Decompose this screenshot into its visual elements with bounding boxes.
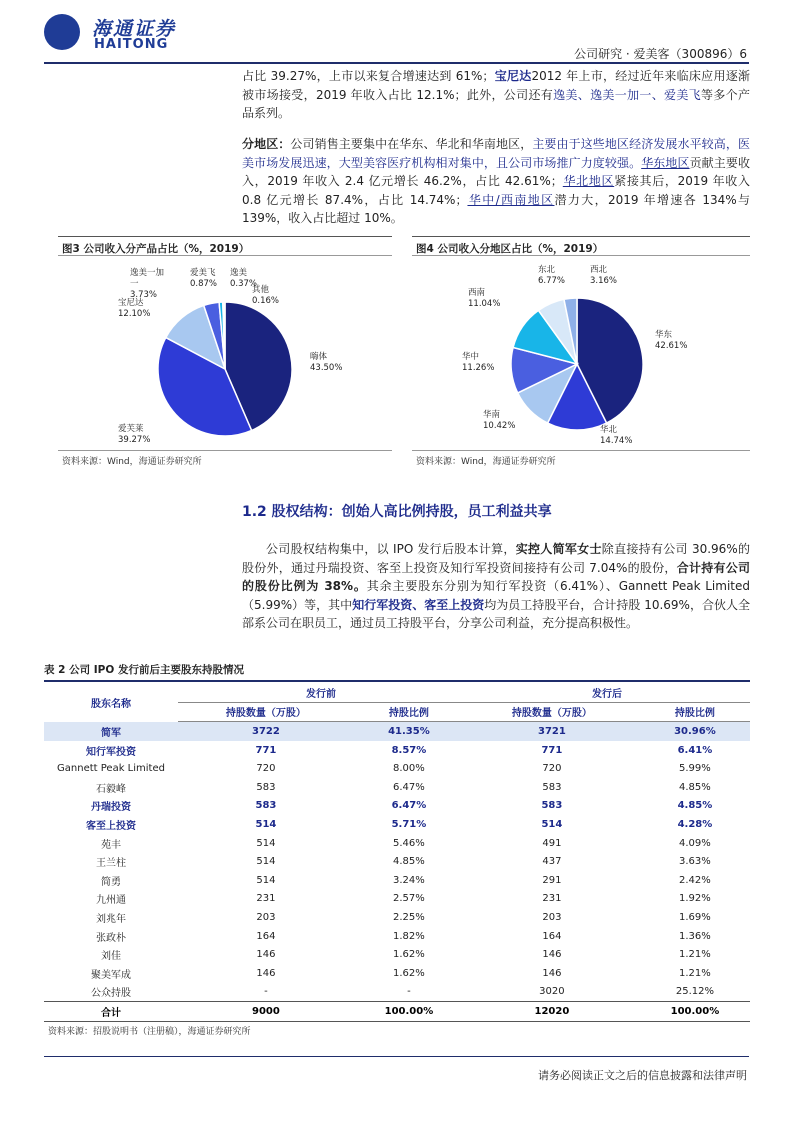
fig4-label-huabei: 华北 14.74% [600, 425, 633, 446]
fig3-source: 资料来源：Wind，海通证券研究所 [62, 457, 202, 467]
fig4-label-huanan: 华南 10.42% [483, 410, 516, 431]
col-after-header: 发行后 [464, 683, 750, 702]
table-row: 王兰柱 514 4.85% 437 3.63% [96, 856, 711, 870]
col-name-header: 股东名称 [91, 698, 131, 710]
header-title: 公司研究 · 爱美客（300896）6 [574, 47, 747, 61]
table-row: 刘兆年 203 2.25% 203 1.69% [96, 911, 711, 925]
paragraph-regions: 分地区：公司销售主要集中在华东、华北和华南地区，主要由于这些地区经济发展水平较高，医美市场发展迅速，大型美容医疗机构相对集中，且公司市场推广力度较强。华东地区贡献主要收入，2019 年收入 2.4 亿元增长 46.2%，占比 42.61%；华北地区紧接其后，2019 年收入 0.8 亿元增长 87.4%，占比 14.74%；华中/西南地区潜力大，2019 年增速各 134%与 139%，收入占比超过 10%。 [242, 137, 751, 226]
fig3-top-rule [58, 236, 392, 237]
fig4-bottom-rule [412, 450, 750, 451]
table-row: 石毅峰 583 6.47% 583 4.85% [96, 781, 711, 795]
section-title: 1.2 股权结构：创始人高比例持股，员工利益共享 [242, 504, 552, 520]
table-row: 简勇 514 3.24% 291 2.42% [101, 874, 711, 888]
logo-text-cn: 海通证券 [92, 18, 177, 40]
table-row: 客至上投资 514 5.71% 514 4.28% [86, 818, 713, 832]
table-total-row: 合计 9000 100.00% 12020 100.00% [44, 1002, 750, 1022]
fig4-title: 图4 公司收入分地区占比（%，2019） [416, 243, 604, 255]
fig4-label-xibei: 西北 3.16% [590, 265, 618, 286]
fig3-label-yimei: 逸美 0.37% [230, 268, 258, 289]
fig4-label-huazhong: 华中 11.26% [462, 352, 495, 373]
haitong-logo-icon [44, 14, 80, 50]
table-row: 刘佳 146 1.62% 146 1.21% [101, 949, 711, 963]
table-title: 表 2 公司 IPO 发行前后主要股东持股情况 [44, 664, 244, 676]
header-divider [44, 62, 749, 64]
table-row: 丹瑞投资 583 6.47% 583 4.85% [91, 800, 713, 814]
table-top-rule [44, 680, 750, 682]
fig4-label-dongbei: 东北 6.77% [538, 265, 566, 286]
col-before-header: 发行前 [178, 683, 464, 702]
paragraph-products: 占比 39.27%，上市以来复合增速达到 61%；宝尼达2012 年上市，经过近年来临床应用逐渐被市场接受，2019 年收入占比 12.1%；此外，公司还有逸美、逸美一加一、爱美飞等多个产品系列。 [242, 69, 750, 121]
fig4-source: 资料来源：Wind，海通证券研究所 [416, 457, 556, 467]
table-row: 张政朴 164 1.82% 164 1.36% [96, 930, 711, 944]
col-qty-after: 持股数量（万股） [464, 702, 640, 722]
col-ratio-after: 持股比例 [640, 702, 750, 722]
fig3-label-haiti: 嗨体 43.50% [310, 352, 343, 373]
fig3-label-baonida: 宝尼达 12.10% [118, 298, 151, 319]
fig3-bottom-rule [58, 450, 392, 451]
fig3-slice-6 [224, 302, 225, 369]
footer-divider [44, 1056, 749, 1057]
shareholder-table [44, 683, 750, 1022]
table-header-row [44, 683, 750, 702]
fig4-pie-chart [412, 256, 750, 446]
fig3-label-aimeifei: 爱美飞 0.87% [190, 268, 218, 289]
fig4-label-huadong: 华东 42.61% [655, 330, 688, 351]
fig3-label-other: 其他 0.16% [252, 285, 280, 306]
fig4-top-rule [412, 236, 750, 237]
fig3-label-yimei11: 逸美一加一 3.73% [130, 268, 165, 300]
paragraph-shareholding: 公司股权结构集中，以 IPO 发行后股本计算，实控人简军女士除直接持有公司 30.96%的股份外，通过丹瑞投资、客至上投资及知行军投资间接持有公司 7.04%的股份，合计持有公司的股份比例为 38%。其余主要股东分别为知行军投资（6.41%）、Gannett Peak Limited（5.99%）等，其中知行军投资、客至上投资均为员工持股平台，合计持股 10.69%，合伙人全部系公司在职员工，通过员工持股平台，分享公司利益，充分提高积极性。 [242, 542, 750, 631]
table-row: Gannett Peak Limited 720 8.00% 720 5.99% [57, 763, 711, 775]
col-qty-before: 持股数量（万股） [178, 702, 354, 722]
col-ratio-before: 持股比例 [354, 702, 464, 722]
table-row: 知行军投资 771 8.57% 771 6.41% [86, 744, 713, 758]
table-row: 九州通 231 2.57% 231 1.92% [96, 893, 711, 907]
table-row: 苑丰 514 5.46% 491 4.09% [101, 837, 711, 851]
fig4-label-xinan: 西南 11.04% [468, 288, 501, 309]
table-row: 聚美军成 146 1.62% 146 1.21% [91, 967, 711, 981]
logo-text-en: HAITONG [94, 37, 169, 52]
fig3-label-aifulai: 爱芙莱 39.27% [118, 424, 151, 445]
footer-disclaimer: 请务必阅读正文之后的信息披露和法律声明 [538, 1069, 747, 1082]
table-row: 公众持股 - - 3020 25.12% [91, 986, 714, 1000]
table-source: 资料来源：招股说明书（注册稿），海通证券研究所 [48, 1027, 251, 1037]
fig3-pie-chart [58, 256, 392, 446]
fig3-title: 图3 公司收入分产品占比（%，2019） [62, 243, 250, 255]
table-row: 简军 3722 41.35% 3721 30.96% [44, 722, 750, 741]
